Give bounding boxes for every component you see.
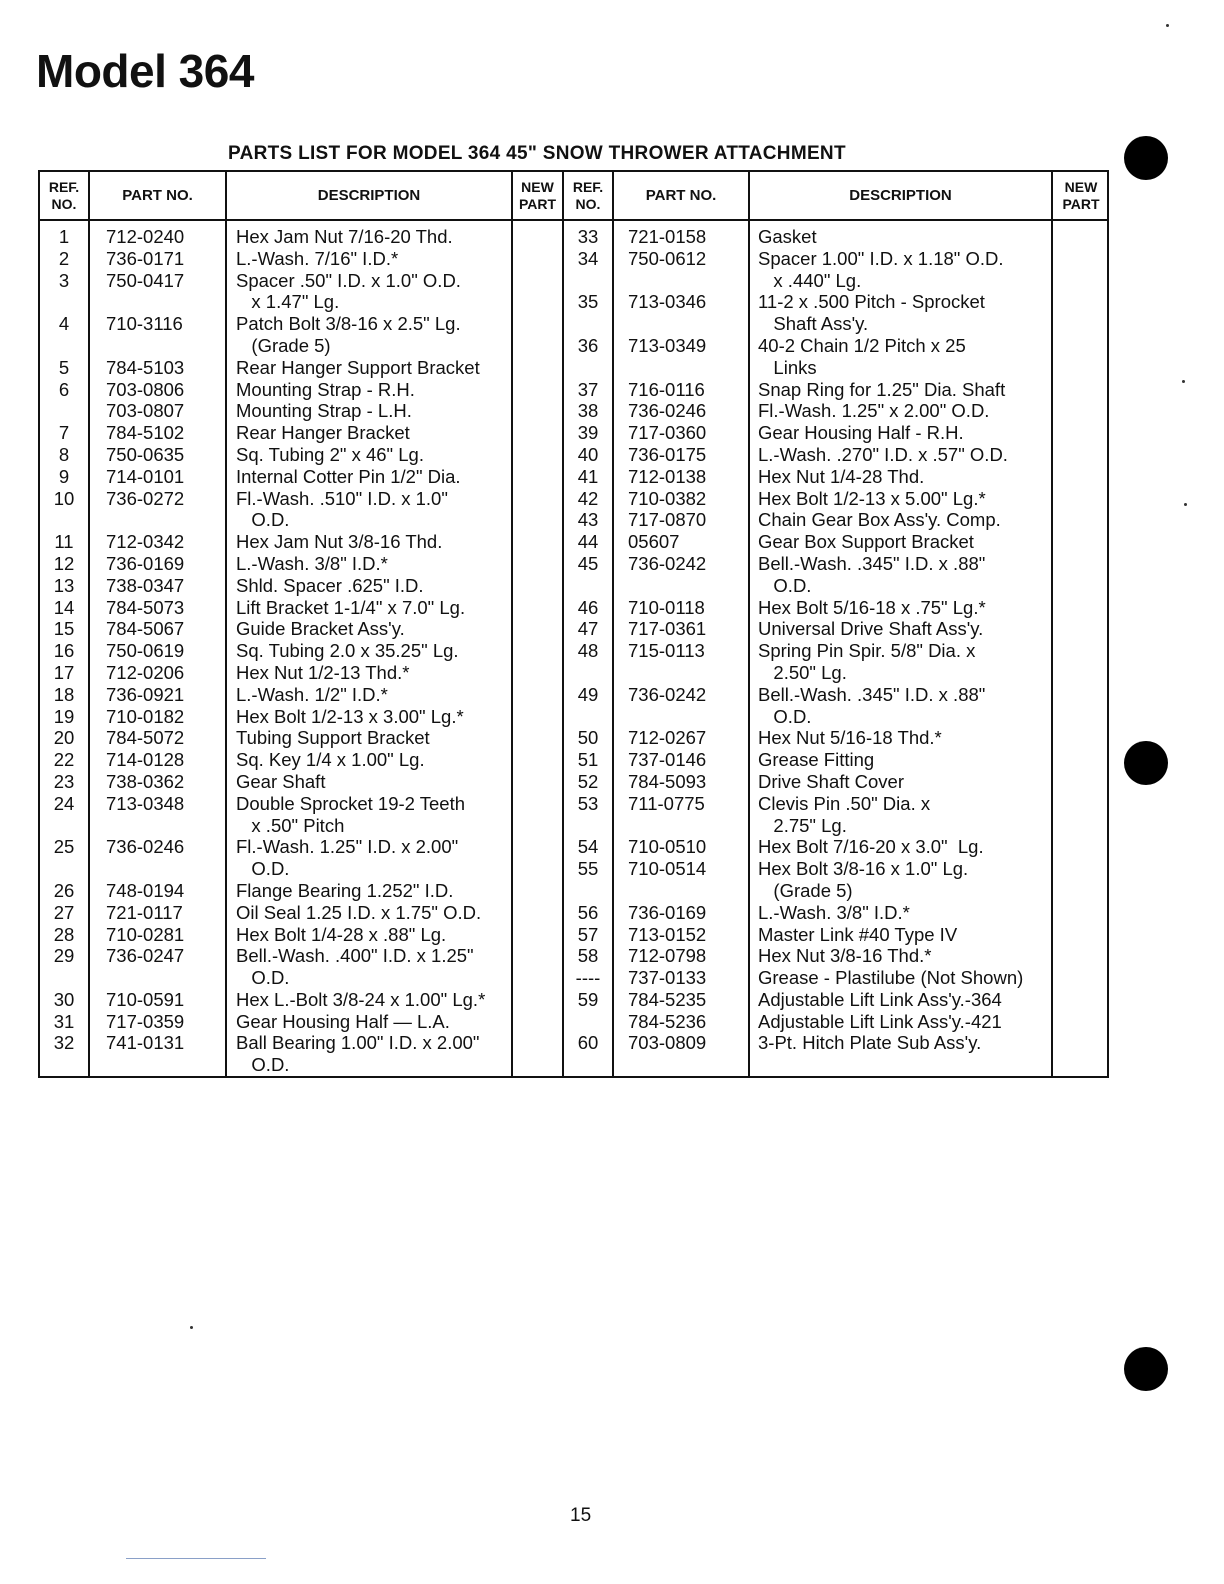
- left-part-cell: 703-0807: [106, 400, 185, 422]
- right-desc-cell: 2.50" Lg.: [758, 661, 847, 683]
- left-ref-cell: 18: [53, 683, 75, 705]
- right-desc-cell: Gear Housing Half - R.H.: [758, 422, 964, 444]
- left-desc-cell: Fl.-Wash. 1.25" I.D. x 2.00": [236, 836, 459, 858]
- left-desc-cell: Oil Seal 1.25 I.D. x 1.75" O.D.: [236, 901, 482, 923]
- right-ref-cell: 47: [577, 618, 599, 640]
- left-part-cell: 712-0240: [106, 226, 185, 247]
- left-desc-cell: Guide Bracket Ass'y.: [236, 618, 405, 640]
- left-part-cell: 713-0348: [106, 792, 185, 814]
- right-ref-cell: 53: [577, 792, 599, 814]
- right-ref-cell: 60: [577, 1032, 599, 1054]
- left-part-cell: 784-5072: [106, 727, 185, 749]
- parts-list-subtitle: PARTS LIST FOR MODEL 364 45" SNOW THROWER ATTACHMENT: [228, 143, 846, 164]
- left-ref-cell: 28: [53, 923, 75, 945]
- binder-hole-1: [1124, 136, 1168, 180]
- right-ref-cell: [564, 880, 612, 902]
- right-desc-cell: O.D.: [758, 574, 812, 596]
- right-ref-cell: 34: [577, 247, 599, 269]
- right-part-cell: [628, 357, 746, 379]
- right-desc-cell: Chain Gear Box Ass'y. Comp.: [758, 509, 1001, 531]
- left-desc-cell: Rear Hanger Bracket: [236, 422, 410, 444]
- right-desc-cell: Universal Drive Shaft Ass'y.: [758, 618, 984, 640]
- left-ref-cell: 10: [53, 487, 75, 509]
- right-part-cell: 712-0267: [628, 727, 707, 749]
- left-ref-cell: 14: [53, 596, 75, 618]
- left-desc-cell: O.D.: [236, 509, 290, 531]
- right-ref-cell: 41: [577, 465, 599, 487]
- right-ref-cell: 56: [577, 901, 599, 923]
- right-desc-cell: 11-2 x .500 Pitch - Sprocket: [758, 291, 985, 313]
- right-ref-cell: 36: [577, 334, 599, 356]
- right-part-cell: 710-0510: [628, 836, 707, 858]
- right-ref-cell: [564, 270, 612, 292]
- left-part-cell: 703-0806: [106, 378, 185, 400]
- left-desc-cell: Sq. Tubing 2.0 x 35.25" Lg.: [236, 640, 459, 662]
- left-ref-cell: 20: [53, 727, 75, 749]
- right-ref-cell: 35: [577, 291, 599, 313]
- right-ref-cell: 45: [577, 552, 599, 574]
- left-ref-cell: 8: [58, 443, 70, 465]
- left-part-cell: 714-0128: [106, 749, 185, 771]
- left-desc-cell: Bell.-Wash. .400" I.D. x 1.25": [236, 945, 474, 967]
- left-part-cell: 710-3116: [106, 313, 183, 335]
- right-part-cell: 712-0798: [628, 945, 707, 967]
- right-part-cell: 703-0809: [628, 1032, 707, 1054]
- right-ref-cell: 48: [577, 640, 599, 662]
- left-part-cell: [106, 815, 224, 837]
- left-part-cell: 750-0635: [106, 443, 185, 465]
- right-part-cell: 784-5093: [628, 770, 707, 792]
- right-part-cell: 717-0360: [628, 422, 707, 444]
- right-desc-cell: Adjustable Lift Link Ass'y.-421: [758, 1010, 1002, 1032]
- left-desc-cell: Gear Housing Half — L.A.: [236, 1010, 450, 1032]
- right-desc-cell: Fl.-Wash. 1.25" x 2.00" O.D.: [758, 400, 990, 422]
- right-part-cell: 784-5235: [628, 988, 707, 1010]
- left-part-cell: 748-0194: [106, 879, 185, 901]
- left-ref-cell: 24: [53, 792, 75, 814]
- right-ref-cell: 57: [577, 923, 599, 945]
- left-part-cell: 710-0591: [106, 988, 185, 1010]
- right-part-cell: 717-0361: [628, 618, 707, 640]
- left-desc-cell: Hex Jam Nut 3/8-16 Thd.: [236, 531, 443, 553]
- right-desc-cell: Gear Box Support Bracket: [758, 531, 974, 553]
- right-desc-cell: Hex Bolt 1/2-13 x 5.00" Lg.*: [758, 487, 986, 509]
- right-ref-cell: 50: [577, 727, 599, 749]
- right-desc-cell: Grease - Plastilube (Not Shown): [758, 967, 1024, 989]
- left-part-cell: 736-0171: [106, 247, 185, 269]
- left-ref-cell: 26: [53, 879, 75, 901]
- left-part-cell: 784-5073: [106, 596, 185, 618]
- left-part-cell: 784-5102: [106, 422, 185, 444]
- right-part-cell: 05607: [628, 531, 680, 553]
- left-desc-cell: Patch Bolt 3/8-16 x 2.5" Lg.: [236, 313, 461, 335]
- left-part-cell: 710-0182: [106, 705, 185, 727]
- parts-table: [38, 170, 1109, 1078]
- right-ref-cell: 43: [577, 509, 599, 531]
- right-desc-cell: L.-Wash. 3/8" I.D.*: [758, 901, 910, 923]
- header-description: DESCRIPTION: [317, 186, 421, 204]
- right-ref-cell: 52: [577, 770, 599, 792]
- left-part-cell: [106, 291, 224, 313]
- left-part-cell: 721-0117: [106, 901, 183, 923]
- right-part-cell: 721-0158: [628, 226, 707, 247]
- left-part-cell: 736-0921: [106, 683, 185, 705]
- left-desc-cell: Double Sprocket 19-2 Teeth: [236, 792, 466, 814]
- left-desc-cell: O.D.: [236, 858, 290, 880]
- left-part-cell: 784-5067: [106, 618, 185, 640]
- left-ref-cell: 3: [58, 269, 70, 291]
- right-part-cell: [628, 706, 746, 728]
- left-part-cell: 712-0206: [106, 661, 185, 683]
- right-desc-cell: Hex Nut 1/4-28 Thd.: [758, 465, 925, 487]
- header-part-no-2: PART NO.: [645, 186, 717, 204]
- right-ref-cell: [564, 706, 612, 728]
- right-ref-cell: 44: [577, 531, 599, 553]
- left-ref-cell: 29: [53, 945, 75, 967]
- left-ref-cell: 7: [58, 422, 70, 444]
- left-desc-cell: Mounting Strap - L.H.: [236, 400, 412, 422]
- right-ref-cell: ----: [575, 967, 601, 989]
- left-ref-cell: 11: [54, 531, 74, 553]
- right-desc-cell: Snap Ring for 1.25" Dia. Shaft: [758, 378, 1006, 400]
- left-desc-cell: Spacer .50" I.D. x 1.0" O.D.: [236, 269, 461, 291]
- left-ref-cell: [40, 400, 88, 422]
- right-ref-cell: 58: [577, 945, 599, 967]
- left-part-cell: 736-0246: [106, 836, 185, 858]
- left-part-cell: [106, 858, 224, 880]
- header-ref-no: REF. NO.: [48, 178, 80, 212]
- speck: [1182, 380, 1185, 383]
- right-part-cell: 713-0349: [628, 334, 707, 356]
- left-ref-cell: [40, 291, 88, 313]
- header-new-part: NEW PART: [518, 178, 557, 212]
- right-part-cell: 736-0242: [628, 683, 707, 705]
- right-part-cell: 736-0242: [628, 552, 707, 574]
- left-desc-cell: Hex L.-Bolt 3/8-24 x 1.00" Lg.*: [236, 988, 486, 1010]
- left-ref-cell: 15: [53, 618, 75, 640]
- binder-hole-2: [1124, 741, 1168, 785]
- right-part-cell: [628, 575, 746, 597]
- right-part-cell: [628, 662, 746, 684]
- right-part-cell: 712-0138: [628, 465, 707, 487]
- right-desc-cell: Bell.-Wash. .345" I.D. x .88": [758, 683, 986, 705]
- right-ref-cell: 42: [577, 487, 599, 509]
- right-part-cell: 710-0514: [628, 858, 707, 880]
- right-part-cell: 736-0175: [628, 443, 707, 465]
- left-desc-cell: Hex Bolt 1/2-13 x 3.00" Lg.*: [236, 705, 464, 727]
- left-part-cell: 750-0417: [106, 269, 185, 291]
- left-ref-cell: 30: [53, 988, 75, 1010]
- left-desc-cell: Hex Bolt 1/4-28 x .88" Lg.: [236, 923, 447, 945]
- left-desc-cell: Gear Shaft: [236, 770, 326, 792]
- right-ref-cell: 49: [577, 683, 599, 705]
- right-ref-cell: 40: [577, 443, 599, 465]
- right-ref-cell: [564, 662, 612, 684]
- left-ref-cell: 2: [58, 247, 70, 269]
- left-desc-cell: Tubing Support Bracket: [236, 727, 430, 749]
- left-part-cell: 710-0281: [106, 923, 185, 945]
- right-part-cell: 713-0346: [628, 291, 707, 313]
- right-ref-cell: [564, 357, 612, 379]
- left-ref-cell: 13: [53, 574, 75, 596]
- left-desc-cell: x .50" Pitch: [236, 814, 345, 836]
- right-desc-cell: x .440" Lg.: [758, 269, 862, 291]
- left-part-cell: 784-5103: [106, 356, 185, 378]
- binder-hole-3: [1124, 1347, 1168, 1391]
- right-desc-cell: Bell.-Wash. .345" I.D. x .88": [758, 552, 986, 574]
- right-desc-cell: 40-2 Chain 1/2 Pitch x 25: [758, 334, 966, 356]
- left-part-cell: 738-0347: [106, 574, 185, 596]
- header-new-part-2: NEW PART: [1062, 178, 1100, 212]
- right-ref-cell: 38: [577, 400, 599, 422]
- right-desc-cell: Adjustable Lift Link Ass'y.-364: [758, 988, 1002, 1010]
- right-ref-cell: [564, 815, 612, 837]
- left-ref-cell: 22: [53, 749, 75, 771]
- right-part-cell: 784-5236: [628, 1010, 707, 1032]
- right-desc-cell: Hex Bolt 5/16-18 x .75" Lg.*: [758, 596, 986, 618]
- right-part-cell: 736-0169: [628, 901, 707, 923]
- left-desc-cell: Lift Bracket 1-1/4" x 7.0" Lg.: [236, 596, 466, 618]
- right-desc-cell: Spacer 1.00" I.D. x 1.18" O.D.: [758, 247, 1004, 269]
- left-part-cell: 736-0169: [106, 552, 185, 574]
- left-part-cell: 736-0247: [106, 945, 185, 967]
- left-ref-cell: 1: [58, 226, 70, 247]
- right-part-cell: 715-0113: [628, 640, 705, 662]
- left-desc-cell: Fl.-Wash. .510" I.D. x 1.0": [236, 487, 448, 509]
- left-desc-cell: L.-Wash. 1/2" I.D.*: [236, 683, 388, 705]
- right-desc-cell: (Grade 5): [758, 879, 853, 901]
- left-ref-cell: [40, 967, 88, 989]
- speck: [1184, 503, 1187, 506]
- right-ref-cell: 33: [577, 226, 599, 247]
- page-number: 15: [570, 1505, 592, 1526]
- left-part-cell: 741-0131: [106, 1032, 185, 1054]
- left-ref-cell: [40, 858, 88, 880]
- left-part-cell: [106, 509, 224, 531]
- header-ref-no-2: REF. NO.: [572, 178, 604, 212]
- right-desc-cell: Grease Fitting: [758, 749, 875, 771]
- left-desc-cell: Shld. Spacer .625" I.D.: [236, 574, 424, 596]
- left-desc-cell: (Grade 5): [236, 334, 331, 356]
- left-ref-cell: 6: [58, 378, 70, 400]
- page-title: Model 364: [36, 45, 254, 97]
- right-part-cell: 737-0146: [628, 749, 707, 771]
- left-part-cell: [106, 1054, 224, 1076]
- right-part-cell: [628, 815, 746, 837]
- right-part-cell: 736-0246: [628, 400, 707, 422]
- left-ref-cell: 32: [53, 1032, 75, 1054]
- left-part-cell: [106, 335, 224, 357]
- left-part-cell: 738-0362: [106, 770, 185, 792]
- right-desc-cell: O.D.: [758, 705, 812, 727]
- left-desc-cell: O.D.: [236, 1054, 290, 1076]
- scan-mark: [126, 1558, 266, 1559]
- left-ref-cell: 17: [53, 661, 75, 683]
- left-desc-cell: Ball Bearing 1.00" I.D. x 2.00": [236, 1032, 480, 1054]
- right-desc-cell: Clevis Pin .50" Dia. x: [758, 792, 931, 814]
- right-ref-cell: 46: [577, 596, 599, 618]
- left-part-cell: 714-0101: [106, 465, 185, 487]
- left-ref-cell: [40, 815, 88, 837]
- right-ref-cell: [564, 313, 612, 335]
- left-ref-cell: 4: [58, 313, 70, 335]
- right-ref-cell: 54: [577, 836, 599, 858]
- right-ref-cell: 59: [577, 988, 599, 1010]
- left-desc-cell: Sq. Key 1/4 x 1.00" Lg.: [236, 749, 425, 771]
- left-desc-cell: Sq. Tubing 2" x 46" Lg.: [236, 443, 424, 465]
- right-part-cell: [628, 270, 746, 292]
- left-desc-cell: Hex Nut 1/2-13 Thd.*: [236, 661, 410, 683]
- left-desc-cell: Hex Jam Nut 7/16-20 Thd.: [236, 226, 453, 247]
- left-ref-cell: 25: [53, 836, 75, 858]
- right-ref-cell: 37: [577, 378, 599, 400]
- left-ref-cell: [40, 335, 88, 357]
- left-ref-cell: 31: [53, 1010, 75, 1032]
- right-ref-cell: [564, 1011, 612, 1033]
- right-desc-cell: L.-Wash. .270" I.D. x .57" O.D.: [758, 443, 1008, 465]
- right-ref-cell: 39: [577, 422, 599, 444]
- right-part-cell: 716-0116: [628, 378, 705, 400]
- right-desc-cell: Hex Bolt 3/8-16 x 1.0" Lg.: [758, 858, 969, 880]
- left-ref-cell: 16: [53, 640, 75, 662]
- right-ref-cell: [564, 575, 612, 597]
- right-desc-cell: Spring Pin Spir. 5/8" Dia. x: [758, 640, 976, 662]
- speck: [1166, 24, 1169, 27]
- left-desc-cell: L.-Wash. 7/16" I.D.*: [236, 247, 399, 269]
- right-part-cell: 711-0775: [628, 792, 705, 814]
- right-desc-cell: Gasket: [758, 226, 817, 247]
- left-ref-cell: [40, 1054, 88, 1076]
- left-ref-cell: 27: [53, 901, 75, 923]
- left-desc-cell: O.D.: [236, 967, 290, 989]
- left-part-cell: 750-0619: [106, 640, 185, 662]
- right-part-cell: 750-0612: [628, 247, 707, 269]
- right-part-cell: 717-0870: [628, 509, 707, 531]
- right-desc-cell: Links: [758, 356, 817, 378]
- right-desc-cell: Hex Bolt 7/16-20 x 3.0" Lg.: [758, 836, 984, 858]
- right-part-cell: [628, 880, 746, 902]
- right-desc-cell: 3-Pt. Hitch Plate Sub Ass'y.: [758, 1032, 982, 1054]
- left-ref-cell: 5: [58, 356, 70, 378]
- right-desc-cell: Shaft Ass'y.: [758, 313, 869, 335]
- left-desc-cell: Internal Cotter Pin 1/2" Dia.: [236, 465, 461, 487]
- right-desc-cell: 2.75" Lg.: [758, 814, 847, 836]
- right-desc-cell: Drive Shaft Cover: [758, 770, 904, 792]
- left-ref-cell: 19: [53, 705, 75, 727]
- left-ref-cell: [40, 509, 88, 531]
- left-part-cell: [106, 967, 224, 989]
- left-desc-cell: x 1.47" Lg.: [236, 291, 340, 313]
- left-ref-cell: 12: [53, 552, 75, 574]
- left-desc-cell: Rear Hanger Support Bracket: [236, 356, 480, 378]
- left-part-cell: 717-0359: [106, 1010, 185, 1032]
- right-desc-cell: Hex Nut 5/16-18 Thd.*: [758, 727, 942, 749]
- right-ref-cell: 55: [577, 858, 599, 880]
- left-desc-cell: Mounting Strap - R.H.: [236, 378, 415, 400]
- left-ref-cell: 9: [58, 465, 70, 487]
- left-part-cell: 712-0342: [106, 531, 185, 553]
- right-ref-cell: 51: [577, 749, 599, 771]
- right-part-cell: 710-0118: [628, 596, 705, 618]
- right-desc-cell: Hex Nut 3/8-16 Thd.*: [758, 945, 932, 967]
- header-description-2: DESCRIPTION: [849, 186, 952, 204]
- right-desc-cell: Master Link #40 Type IV: [758, 923, 958, 945]
- right-part-cell: 713-0152: [628, 923, 707, 945]
- speck: [190, 1326, 193, 1329]
- header-part-no: PART NO.: [122, 186, 193, 204]
- right-part-cell: 737-0133: [628, 967, 707, 989]
- left-desc-cell: L.-Wash. 3/8" I.D.*: [236, 552, 388, 574]
- right-part-cell: [628, 313, 746, 335]
- left-desc-cell: Flange Bearing 1.252" I.D.: [236, 879, 454, 901]
- left-part-cell: 736-0272: [106, 487, 185, 509]
- right-part-cell: 710-0382: [628, 487, 707, 509]
- left-ref-cell: 23: [53, 770, 75, 792]
